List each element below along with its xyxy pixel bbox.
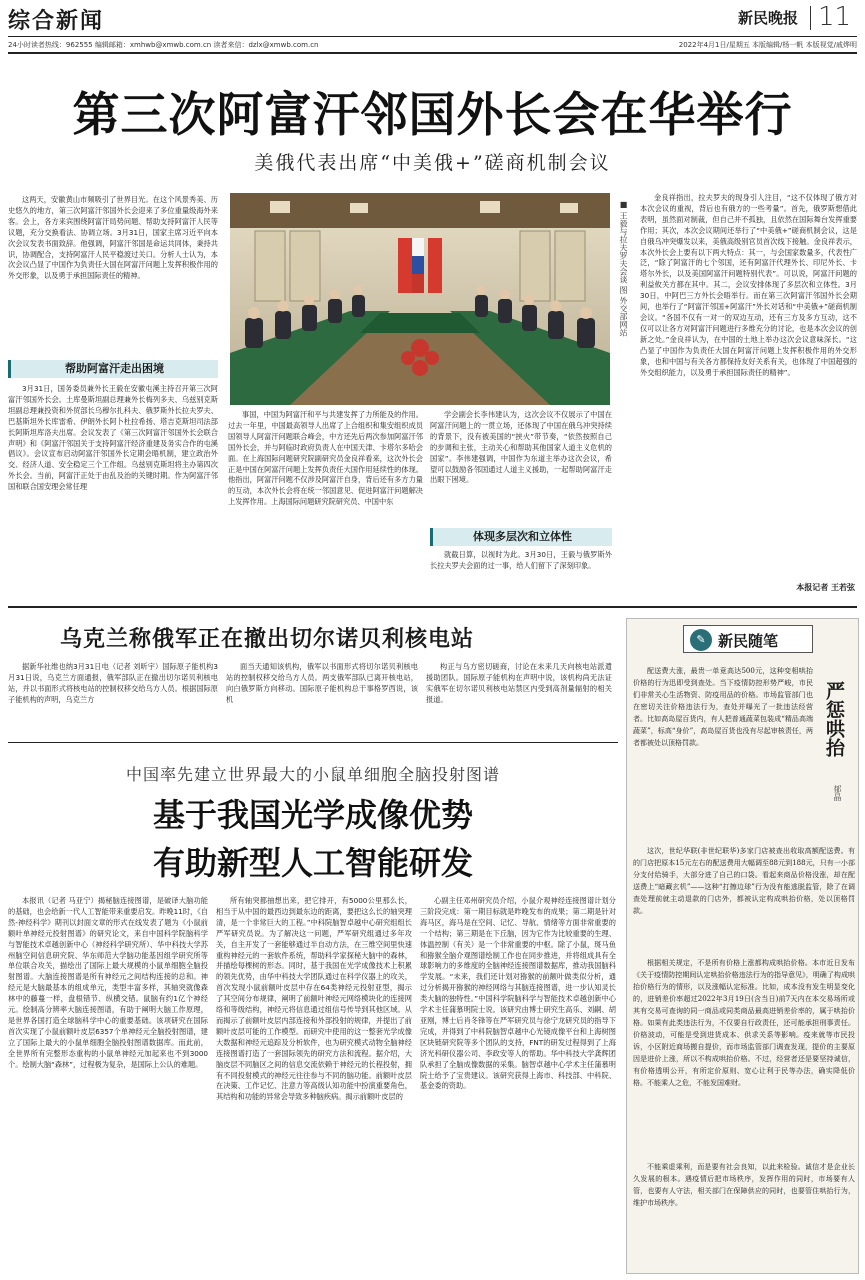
date-line: 2022年4月1日/星期五 本版编辑/杨一帆 本版视觉/戚烨明 xyxy=(678,41,857,49)
top-col4-text: 金良祥指出，拉夫罗夫的现身引人注目，“这不仅体现了俄方对本次会议的重视，背后也有俄方的一些考量”。首先，俄罗斯想借此表明，虽然面对制裁，但自己并不孤独，且依然在国际舞台发挥重要作用；其次，本次会议期间还举行了“中美俄+”磋商机制会议，这是自俄乌冲突爆发以来，美俄高级别官员首次线下接触。金良祥表示，本次外长会上要有以下两大特点：其一，与会国家数量多，代表性广泛，“除了阿富汗的七个邻国，还有阿富汗代理外长、印尼外长、卡塔尔外长，以及美国阿富汗问题特别代表”。可以说，阿富汗问题的利益攸关方都在其中。其二，会议安排体现了多层次和立体性。3月30日，中阿巴三方外长会晤举行。而在第三次阿富汗邻国外长会期间，也举行了“阿富汗邻国+阿富汗”外长对话和“中美俄+”磋商机制会议。“各国不仅有一对一的双边互动，还有三方及多方互动，这不仅可以让各方对阿富汗问题进行多维充分的讨论，也是本次会议的创新之处。”金良祥认为，在中国的土地上举办这次会议意味深长。“这凸显了中国作为负责任大国在阿富汗问题上发挥积极作用的外交形象，也和中国与有关各方都保持友好关系有关，也体现了中国超强的外交组织能力，以及勇于承担国际责任的精神”。 xyxy=(640,193,857,377)
column-body-3 xyxy=(633,957,855,1157)
ukraine-col1 xyxy=(8,662,218,734)
page-number-divider xyxy=(810,6,811,30)
science-col1-text: 本报讯（记者 马亚宁）揭秘脑连接图谱，是破译大脑功能的基础，也会给新一代人工智能带来重要启发。昨晚11时，《自然-神经科学》期刊以封面文章的形式在线发表了题为《小鼠前额叶单神经元投射图谱》的研究论文，来自中国科学院脑科学与智能技术卓越创新中心（神经科学研究所）、华中科技大学苏州脑空间信息研究院、华东师范大学脑功能基因组学研究所等单位联合攻关，描绘出了国际上最大规模的小鼠单细胞全脑投射图谱。大脑连接图谱是所有神经元之间结构连接的总和。神经元是大脑最基本的组成单元，类型丰富多样，其轴突就像森林中的藤蔓一样，盘根错节、纵横交错。鼠脑有约1亿个神经元。绘制高分辨率大脑连接图谱，有助于阐明大脑工作原理，是世界各国打造全球脑科学中心的重要基础。该项研究在国际首次实现了小鼠前额叶皮层6357个单神经元全脑投射图谱，建立了国际上最大的小鼠单细胞全脑投射图谱数据库。而此前，全世界所有完整形态重构的小鼠单神经元加起来也不到3000个。绘制大脑“森林”，过程极为复杂，是国际上公认的难题。 xyxy=(8,896,208,1069)
column-label-box xyxy=(683,625,813,653)
science-col1 xyxy=(8,896,208,1274)
column-body-3-text: 根据相关规定，不是所有价格上涨都构成哄抬价格。本市近日发布《关于疫情防控期间认定哄抬价格违法行为的指导意见》，明确了构成哄抬价格行为的情形，以及涨幅认定标准。比如，成本没有发生明显变化的，进销差价率超过2022年3月19日(含当日)前7天内在本交易场所或其有交易可查询的同一商品或同类商品最高进销差价率的，属于哄抬价格。如果有此类违法行为，不仅要自行政责任，还可能承担刑事责任。价格波动，可能是受到进货成本、供求关系等影响。疫来就等市民投诉，小区附近商场搬自提价，而市场监管部门调查发现，提价的主要原因是进价上涨，所以不构成哄抬价格。不过，经营者还是要坚持诚信，有价格透明公开，有所定价原则、宽心让利于民等办法，确实降低价格。不能乘人之危，不能发国难财。 xyxy=(633,959,855,1087)
top-article-col2 xyxy=(228,410,423,596)
top-article-col4 xyxy=(640,193,857,579)
meeting-photo xyxy=(230,193,610,405)
section-divider-2 xyxy=(8,742,618,743)
ukraine-headline: 乌克兰称俄军正在撤出切尔诺贝利核电站 xyxy=(60,626,475,652)
top-article-col3 xyxy=(430,410,612,524)
top-col2-text: 事国，中国为阿富汗和平与共建发挥了力所能及的作用。过去一年里，中国最高领导人出席了上合组织和集安组织成员国领导人阿富汗问题联合峰会，中方还先后两次参加阿富汗邻国外长会，并与阿临时政府负责人在中国天津、卡塔尔多哈会面。在上海国际问题研究院副研究员金良祥看来，这次外长会正是中国在阿富汗问题上发挥负责任大国作用延续性的体现。他指出，阿富汗问题不仅涉及阿富汗自身，背后还有多方力量的互动，本次外长会将在统一邻国意见、促进阿富汗问题解决上发挥作用。上海国际问题研究院研究员、中国中东 xyxy=(228,410,423,507)
science-col2 xyxy=(216,896,412,1274)
ukraine-col1-text: 据新华社维也纳3月31日电（记者 刘昕宇）国际原子能机构3月31日说，乌克兰方面通报，俄军部队正在撤出切尔诺贝利核电站，并以书面形式将核电站的控制权移交给乌方人员。根据国际原子能机构的声明，乌克兰方 xyxy=(8,662,218,704)
top-col1-b-text: 3月31日，国务委员兼外长王毅在安徽屯溪主持召开第三次阿富汗邻国外长会。土库曼斯坦副总理兼外长梅列多夫、乌兹别克斯坦副总理兼投资和外贸部长乌穆尔扎科夫、俄罗斯外长拉夫罗夫、巴基斯坦外长库雷希、伊朗外长阿卜杜拉希扬、塔吉克斯坦司法部长阿斯坦库洛夫出席。会议发表了《第三次阿富汗邻国外长会联合声明》和《阿富汗邻国关于支持阿富汗经济重建及务实合作的屯溪倡议》。会议宣布启动阿富汗邻国外长定期会晤机制，建立政治外交、经济人道、安全稳定三个工作组。乌兹别克斯坦将主办第四次外长会。当前，阿富汗正处于由乱及治的关键时期。作为阿富汗邻国和联合国安理会常任理 xyxy=(8,384,218,492)
column-body-1 xyxy=(633,665,813,841)
science-col3 xyxy=(420,896,616,1274)
masthead-rule xyxy=(8,36,857,37)
hotline-text: 24小时读者热线：962555 编辑邮箱：xmhwb@xmwb.com.cn 读者来信：dzlx@xmwb.com.cn xyxy=(8,41,319,49)
column-body-1-text: 配送费大涨，最贵一单竟高达500元，这种变相哄抬价格的行为迅即受到查处。当下疫情防控形势严峻，市民们非常关心生活物资、防疫用品的价格。市场监管部门也在密切关注价格违法行为，查处并曝光了一批违法经营者。比如高岛屋百货内，有人把普通蔬菜包装成“精品高端蔬菜”，标高“身价”，高岛屋百货也没有尽起审核责任，两者都被处以顶格罚款。 xyxy=(633,667,813,747)
science-headline-2: 有助新型人工智能研发 xyxy=(152,844,473,882)
science-kicker: 中国率先建立世界最大的小鼠单细胞全脑投射图谱 xyxy=(125,765,500,784)
paper-name: 新民晚报 xyxy=(738,9,799,27)
column-body-4 xyxy=(633,1161,855,1269)
science-headline-1: 基于我国光学成像优势 xyxy=(152,796,473,834)
column-label: 新民随笔 xyxy=(718,632,779,650)
section-title: 综合新闻 xyxy=(8,8,105,34)
page-number: 11 xyxy=(818,2,852,32)
ukraine-col3-text: 构正与乌方密切磋商，讨论在未来几天向核电站派遣援助团队。国际原子能机构在声明中说，该机构尚无法证实俄军在切尔诺贝利核电站禁区内受到高剂量辐射的相关报道。 xyxy=(426,662,612,704)
column-logo-icon: ✎ xyxy=(690,629,712,651)
science-col2-text: 所有轴突都抽想出来，把它排开，有5000公里那么长，相当于从中国的最西边到最东边的距离，要把这么长的轴突理清，是一个非常巨大的工程。”中科院脑智卓越中心研究组组长严军研究员说。为了解决这一问题，严军研究组通过多年攻关，自主开发了一套能够通过半自动方法，在三维空间里快速重构神经元的一套软件系统，帮助科学家探秘大脑中的森林，并描绘每棵树的形态。同时，基于我国在光学成像技术上积累的领先优势，由华中科技大学团队通过在科学仪器上的攻关，首次发现小鼠前额叶皮层中存在64类神经元投射亚型，揭示了其空间分布规律，阐明了前额叶神经元网络模块化的连接网络和等级结构，神经元将信息通过组信号传导到其他区域。从而揭示了前额叶皮层内部连接和外部投射的规律，并提出了前额叶皮层可能的工作模型。而研究中使用的这一整套光学成像大数据和神经元追踪及分析软件，也为研究模式动物全脑神经连接图谱打造了一套国际领先的研究方法和流程。据介绍，大脑皮层不同脑区之间的信息交流依赖于神经元的长程投射，拥有不同投射模式的神经元往往参与不同的脑功能。前额叶皮层在决策、工作记忆、注意力等高级认知功能中扮演重要角色，其结构和功能的异常会导致多种脑疾病。揭示前额叶皮层的 xyxy=(216,896,412,1102)
top-col1-a-text: 这两天，安徽黄山市频吸引了世界目光。在这个风景秀美、历史悠久的地方，第三次阿富汗邻国外长会迎来了多位重量级海外来客。会上，各方来宾围绕阿富汗局势问题、帮助支持阿富汗人民等议题，充分交换看法、协调立场。3月31日，国家主席习近平向本次会议发表书面致辞。他强调，阿富汗邻国是命运共同体，秉持共识，协调配合，支持阿富汗人民平稳渡过关口。分析人士认为，本次会议凸显了中国作为负责任大国在阿富汗问题上发挥积极作用的外交形象，以及勇于承担国际责任的精神。 xyxy=(8,195,218,281)
main-headline: 第三次阿富汗邻国外长会在华举行 xyxy=(72,88,793,143)
column-body-4-text: 不能乘虚乘利，而是要有社会良知，以此来检验。诚信才是企业长久发展的根本。遇疫情后把市场秩序，发挥作用的同时，市场要有人管，也要有人守法，相关部门在保障供应的同时，也要管住哄抬行为，维护市场秩序。 xyxy=(633,1163,855,1207)
top-col3-b-text: 就截日算，以视时为此。3月30日，王毅与俄罗斯外长拉夫罗夫会面的过一事，给人们留下了深刻印象。 xyxy=(430,550,612,570)
top-article-col1-b xyxy=(8,384,218,596)
ukraine-col2-text: 面当天通知该机构，俄军以书面形式将切尔诺贝利核电站的控制权移交给乌方人员。两支俄军部队已离开核电站，向白俄罗斯方向移动。国际原子能机构总干事格罗西说，该机 xyxy=(226,662,418,704)
science-col3-text: 心副主任邓州研究员介绍，小鼠介观神经连接图谱计划分三阶段完成：第一期目标就是昨晚发布的成果；第二期是针对海马区，海马是在空间、记忆、导航、情绪等方面非常重要的一个结构；第三期是在下丘脑，因为它作为比较重要的生理、体温控制（有关）是一个非常重要的中枢。除了小鼠，斑马鱼和猕猴全脑介观图谱绘制工作也在同步推进，并将组成具有全球影响力的多维度的全脑神经连接图谱数据库，推动我国脑科学发展。“未来，我们还计划对猕猴的前额叶做类似分析，通过分析揭开猕猴的神经网络与其脑连接图谱，进一步认知灵长类大脑的独特性。”中国科学院脑科学与智能技术卓越创新中心学术主任蒲慕明院士说。该研究由博士研究生高乐、刘嗣、胡亚刚，博士后肖冬锋等在严军研究员与徐宁龙研究员的指导下完成，并得到了中科院脑智卓越中心光镜成像平台和上海树图区块链研究院等多个团队的支持，FNT的研发过程得到了上海济光科研仪器公司、李政安等人的帮助。华中科技大学龚辉团队承担了全脑成像数据的采集。脑智卓越中心学术主任蒲慕明院士给予了宝贵建议。该研究获得上海市、科技部、中科院、基金委的资助。 xyxy=(420,896,616,1091)
top-article-col1-a xyxy=(8,195,218,353)
ukraine-col2 xyxy=(226,662,418,734)
subhead-multilevel: 体现多层次和立体性 xyxy=(430,528,612,546)
top-article-col3-b xyxy=(430,550,612,596)
section-divider-1 xyxy=(8,606,857,608)
top-byline: 本报记者 王若弦 xyxy=(796,583,855,592)
masthead-rule-bottom xyxy=(8,52,857,54)
subhead-help-afghanistan: 帮助阿富汗走出困境 xyxy=(8,360,218,378)
column-title: 严惩哄抬 xyxy=(823,681,845,757)
ukraine-col3 xyxy=(426,662,612,734)
main-subheadline: 美俄代表出席“中美俄+”磋商机制会议 xyxy=(254,152,611,174)
column-panel xyxy=(626,618,859,1274)
top-col3-text: 学会副会长李伟建认为，这次会议不仅展示了中国在阿富汗问题上的一贯立场，还体现了中国在俄乌冲突持续的背景下，没有被美国的“挟火”带节奏，“依然按照自己的步调和主张，主动关心和帮助其他国家人道主义危机的国家”。李伟建强调，中国作为东道主举办这次会议，希望可以鼓励各邻国通过人道主义援助，一起帮助阿富汗走出眼下困境。 xyxy=(430,410,612,485)
column-body-2-text: 这次，世纪华联(非世纪联华)多家门店被查出收取高额配送费。有的门店把原本15元左右的配送费用大幅调至88元到188元，只有一小部分支付给骑手，大部分进了自己的口袋。看起来商品价格没涨，却在配送费上“暗藏玄机”——这种“打擦边球”行为没有能逃脱监管，除了在调查处理前就主动退款的门店外，都被认定构成哄抬价格，处以顶格罚款。 xyxy=(633,847,855,915)
photo-caption: ■ 王毅与拉夫罗夫会谈 图 外交部网站 xyxy=(619,200,628,337)
meeting-photo-image xyxy=(230,193,610,405)
column-body-2 xyxy=(633,845,855,955)
column-author: 郁晶 xyxy=(833,785,842,801)
